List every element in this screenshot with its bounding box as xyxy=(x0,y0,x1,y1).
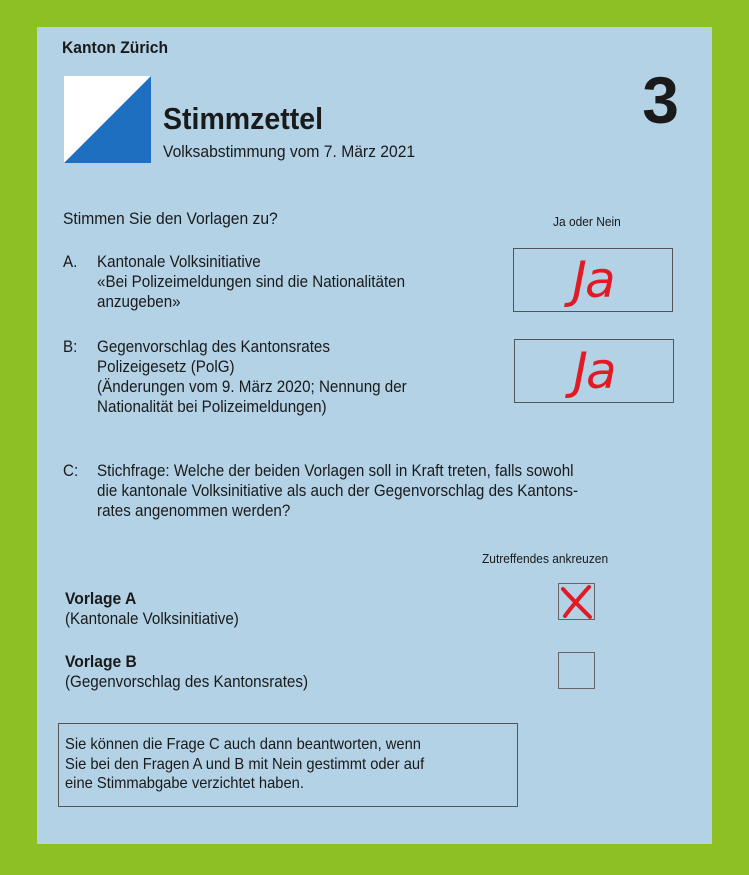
item-letter: A. xyxy=(63,253,78,271)
item-text: Gegenvorschlag des Kantonsrates Polizeigesetz (PolG) (Änderungen vom 9. März 2020; Nennung der Nationalität bei Polizeimeldungen) xyxy=(97,338,407,416)
main-question: Stimmen Sie den Vorlagen zu? xyxy=(63,209,278,228)
info-note-box xyxy=(58,723,518,807)
option-a-title: Vorlage A xyxy=(65,589,137,608)
item-text: Kantonale Volksinitiative «Bei Polizeimeldungen sind die Nationalitäten anzugeben» xyxy=(97,253,406,311)
item-b xyxy=(63,337,407,417)
ballot-paper xyxy=(37,27,712,844)
page-subtitle: Volksabstimmung vom 7. März 2021 xyxy=(163,142,416,161)
item-letter: C: xyxy=(63,462,79,480)
item-c xyxy=(63,461,578,521)
option-b-title: Vorlage B xyxy=(65,652,137,671)
option-b-checkbox[interactable] xyxy=(558,652,595,689)
answer-field-a[interactable] xyxy=(513,248,673,312)
item-text: Stichfrage: Welche der beiden Vorlagen soll in Kraft treten, falls sowohl die kantonale Volksinitiative als auch der Gegenvorschlag des Kantons- rates angenommen werden? xyxy=(97,462,579,520)
item-a xyxy=(63,252,405,312)
handwritten-answer-b: Ja xyxy=(573,342,615,400)
answer-hint: Ja oder Nein xyxy=(553,214,621,229)
page-title: Stimmzettel xyxy=(163,101,324,136)
cross-mark-icon xyxy=(559,584,596,621)
handwritten-answer-a: Ja xyxy=(572,251,614,309)
answer-field-b[interactable] xyxy=(514,339,674,403)
choice-hint: Zutreffendes ankreuzen xyxy=(482,551,609,566)
item-letter: B: xyxy=(63,338,78,356)
option-a-subtitle: (Kantonale Volksinitiative) xyxy=(65,610,239,628)
option-b-subtitle: (Gegenvorschlag des Kantonsrates) xyxy=(65,673,309,691)
option-a-checkbox[interactable] xyxy=(558,583,595,620)
info-note-text: Sie können die Frage C auch dann beantworten, wenn Sie bei den Fragen A und B mit Nein gestimmt oder auf eine Stimmabgabe verzichtet haben. xyxy=(65,736,425,792)
zurich-coat-of-arms-logo xyxy=(64,76,151,163)
canton-name: Kanton Zürich xyxy=(62,38,169,57)
ballot-number: 3 xyxy=(642,63,679,137)
